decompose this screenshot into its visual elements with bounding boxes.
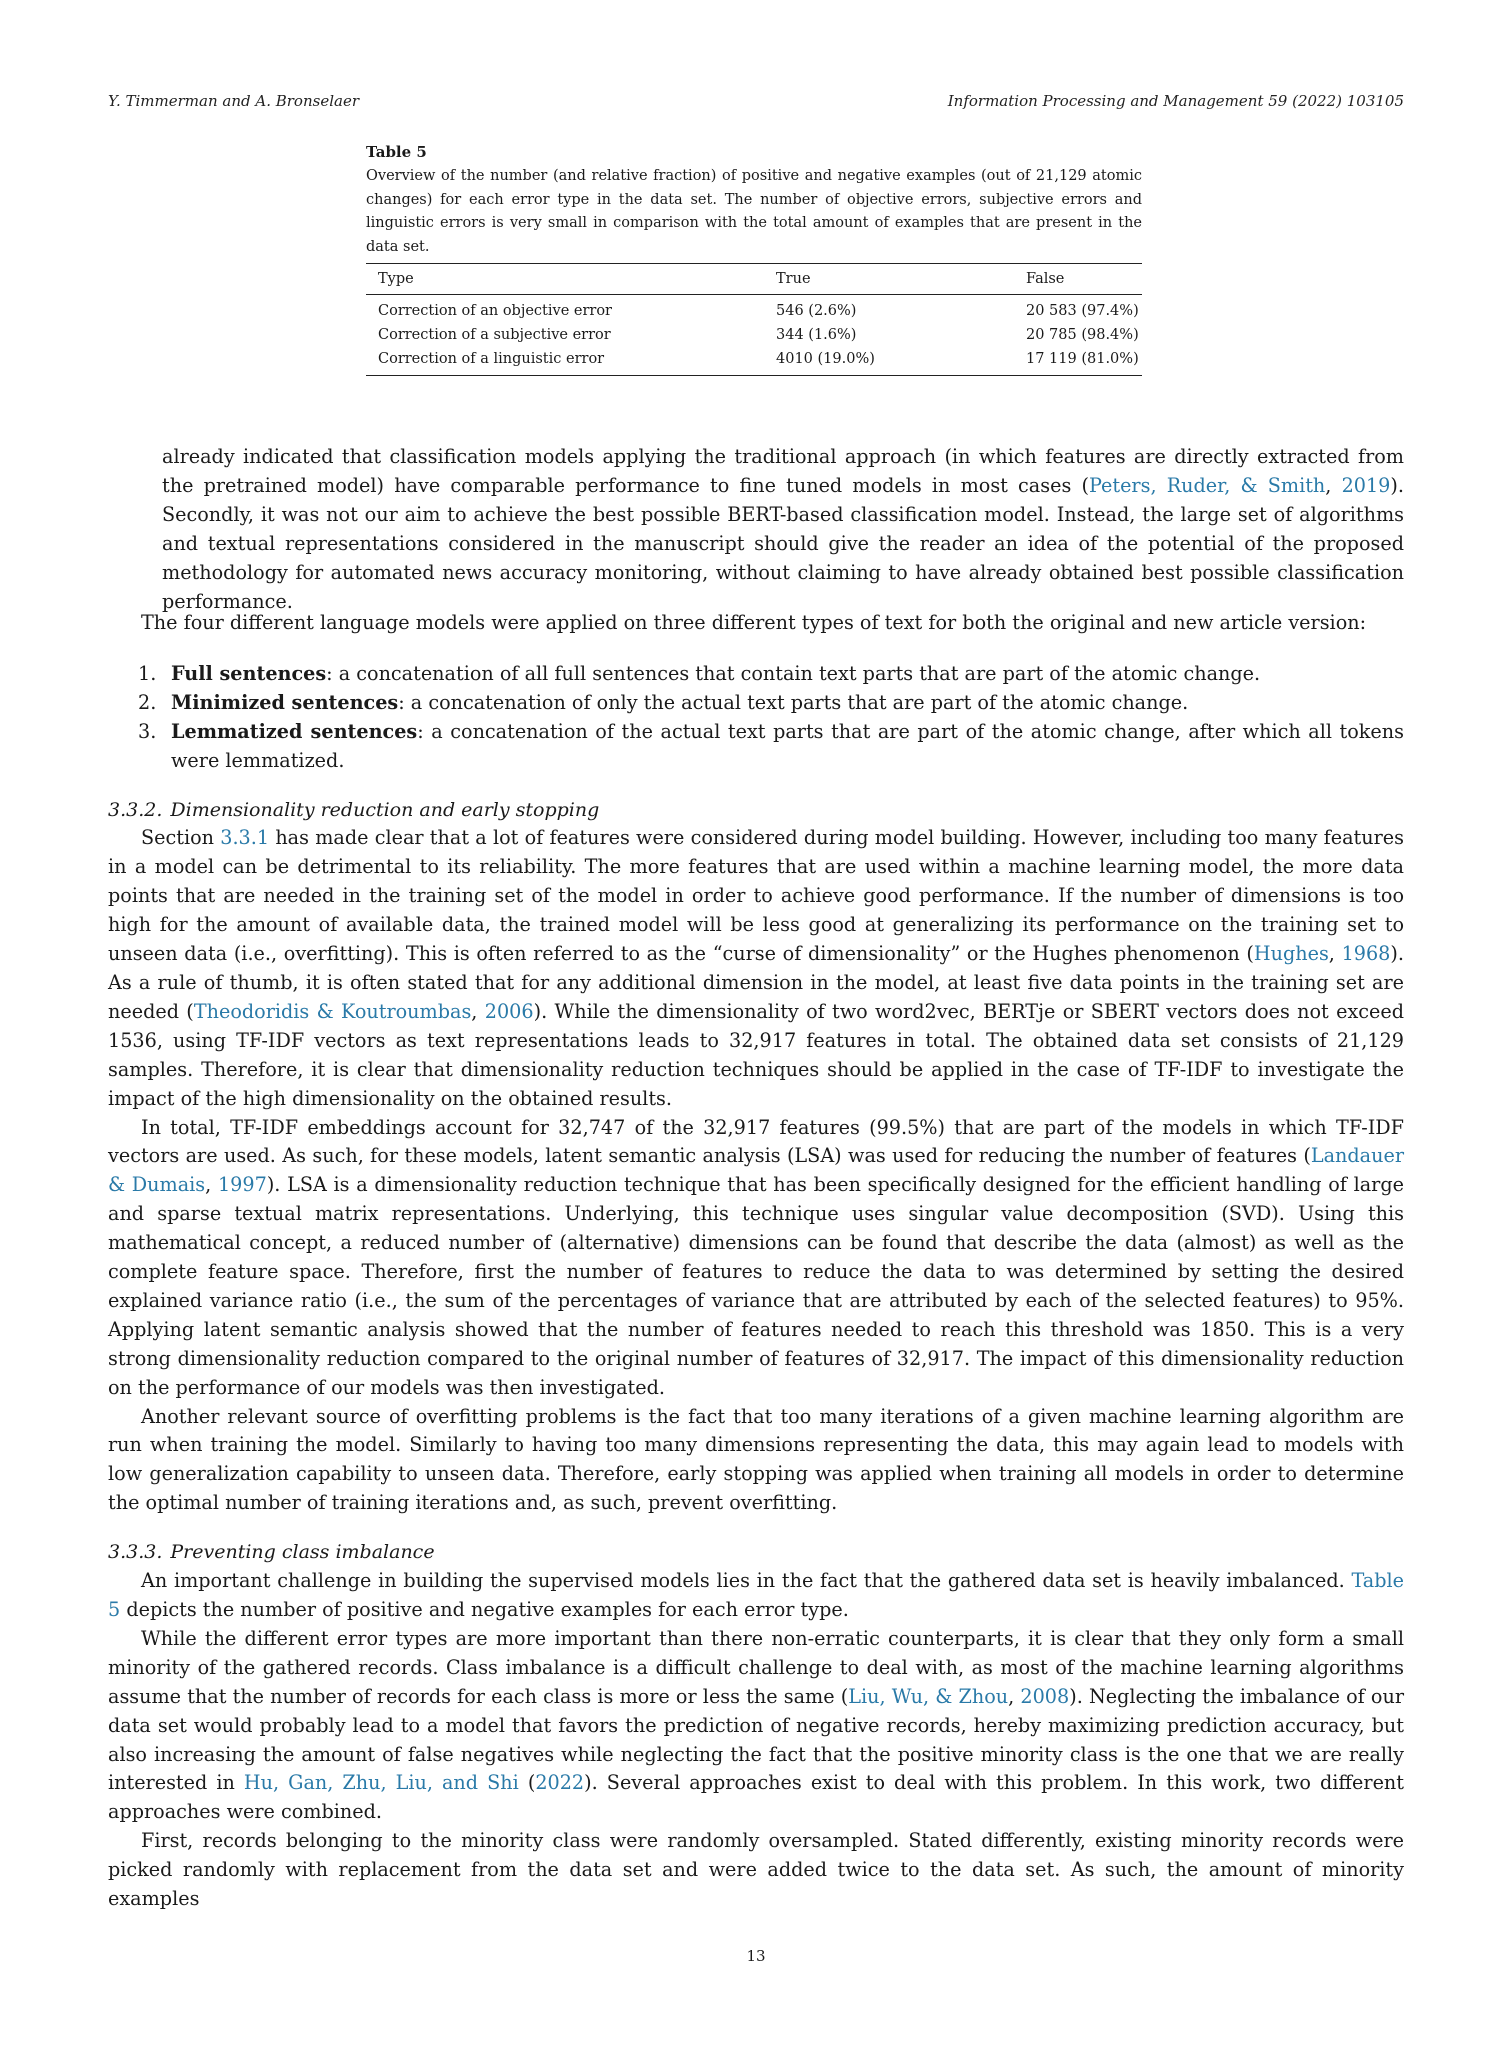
- table-5: [366, 143, 1142, 376]
- paragraph: First, records belonging to the minority class were randomly oversampled. Stated differently, existing minority records were picked randomly with replacement from the data set and were added twice to the data set. As such, the amount of minority examples: [108, 1829, 1404, 1911]
- data-table: [366, 263, 1142, 376]
- citation-link[interactable]: Landauer & Dumais: [108, 1144, 1404, 1197]
- list-item: [138, 689, 1404, 718]
- table-header-row: [366, 264, 1142, 295]
- paragraph: [108, 1567, 1404, 1625]
- paragraph-text: ). Several approaches exist to deal with this problem. In this work, two different approaches were combined.: [108, 1771, 1404, 1824]
- paragraph-text: ). LSA is a dimensionality reduction technique that has been specifically designed for the efficient handling of large and sparse textual matrix representations. Underlying, this technique uses singular value decomposition (SVD). Using this mathematical concept, a reduced number of (alternative) dimensions can be found that describe the data (almost) as well as the complete feature space. Therefore, first the number of features to reduce the data to was determined by setting the desired explained variance ratio (i.e., the sum of the percentages of variance that are attributed by each of the selected features) to 95%. Applying latent semantic analysis showed that the number of features needed to reach this threshold was 1850. This is a very strong dimensionality reduction compared to the original number of features of 32,917. The impact of this dimensionality reduction on the performance of our models was then investigated.: [108, 1173, 1404, 1399]
- list-text: : a concatenation of the actual text parts that are part of the atomic change, after which all tokens were lemmatized.: [171, 719, 1404, 772]
- list-text: : a concatenation of only the actual text parts that are part of the atomic change.: [398, 690, 1189, 714]
- section-number: 3.3.2.: [108, 798, 163, 821]
- paragraph: Another relevant source of overfitting problems is the fact that too many iterations of a given machine learning algorithm are run when training the model. Similarly to having too many dimensions representing the data, this may again lead to models with low generalization capability to unseen data. Therefore, early stopping was applied when training all models in order to determine the optimal number of training iterations and, as such, prevent overfitting.: [108, 1404, 1404, 1515]
- citation-separator: ,: [1328, 942, 1342, 966]
- citation-year-link[interactable]: 2006: [484, 999, 534, 1023]
- table-cell: Correction of an objective error: [378, 303, 612, 319]
- section-heading-3-3-3: [108, 1538, 1404, 1567]
- citation-separator: ,: [471, 999, 485, 1023]
- paragraph-text: ). As a rule of thumb, it is often stated that for any additional dimension in the model, at least five data points in the training set are needed (: [108, 942, 1404, 1023]
- paragraph-text: While the different error types are more important than there non-erratic counterparts, it is clear that they only form a small minority of the gathered records. Class imbalance is a difficult challenge to deal with, as most of the machine learning algorithms assume that the number of records for each class is more or less the same (: [108, 1626, 1404, 1708]
- quote-text: already indicated that classification models applying the traditional approach (in which features are directly extracted from the pretrained model) have comparable performance to fine tuned models in most cases (: [162, 445, 1404, 497]
- list-item: [138, 718, 1404, 776]
- citation-separator: ,: [1325, 473, 1342, 497]
- table-row: [366, 348, 1142, 376]
- table-cell: Correction of a subjective error: [378, 327, 611, 343]
- citation-year-link[interactable]: 1997: [217, 1173, 267, 1197]
- section-ref-link[interactable]: 3.3.1: [220, 826, 270, 850]
- list-marker: 3.: [138, 719, 157, 743]
- text-type-list: [138, 660, 1404, 776]
- header-authors: Y. Timmerman and A. Bronselaer: [108, 92, 359, 110]
- section-heading-3-3-2: [108, 796, 1404, 825]
- table-ref-link[interactable]: Table 5: [108, 1569, 1404, 1621]
- paragraph: [108, 824, 1404, 1113]
- citation-link[interactable]: Peters, Ruder, & Smith: [1088, 473, 1326, 497]
- paragraph-text: ). Neglecting the imbalance of our data set would probably lead to a model that favors the prediction of negative records, hereby maximizing prediction accuracy, but also increasing the amount of false negatives while neglecting the fact that the positive minority class is the one that we are really interested in: [108, 1684, 1404, 1795]
- list-term: Full sentences: [171, 661, 327, 685]
- indented-quote-paragraph: [162, 443, 1404, 616]
- table-cell: Correction of a linguistic error: [378, 351, 605, 367]
- table-caption: Overview of the number (and relative fraction) of positive and negative examples (out of 21,129 atomic changes) for each error type in the data set. The number of objective errors, subjective errors and linguistic errors is very small in comparison with the total amount of examples that are present in the data set.: [366, 168, 1142, 255]
- list-marker: 2.: [138, 690, 157, 714]
- paragraph-text: has made clear that a lot of features were considered during model building. However, including too many features in a model can be detrimental to its reliability. The more features that are used within a machine learning model, the more data points that are needed in the training set of the model in order to achieve good performance. If the number of dimensions is too high for the amount of available data, the trained model will be less good at generalizing its performance on the training set to unseen data (i.e., overfitting). This is often referred to as the “curse of dimensionality” or the Hughes phenomenon (: [108, 826, 1404, 966]
- citation-separator: ,: [205, 1173, 218, 1197]
- paragraph: [108, 1625, 1404, 1827]
- page-number: 13: [746, 1947, 766, 1965]
- table-cell: 546 (2.6%): [776, 303, 857, 319]
- intro-paragraph: The four different language models were applied on three different types of text for both the original and new article version:: [141, 611, 1367, 634]
- column-header-type: Type: [366, 264, 764, 295]
- main-body: [108, 609, 1404, 1914]
- section-title: Preventing class imbalance: [170, 1541, 435, 1564]
- citation-year-link[interactable]: 1968: [1341, 942, 1391, 966]
- quote-text: ). Secondly, it was not our aim to achieve the best possible BERT-based classification model. Instead, the large set of algorithms and textual representations considered in the manuscript should give the reader an idea of the potential of the proposed methodology for automated news accuracy monitoring, without claiming to have already obtained best possible classification performance.: [162, 473, 1404, 613]
- paragraph-text: Section: [141, 826, 221, 850]
- list-item: [138, 660, 1404, 689]
- paragraph: [108, 1114, 1404, 1403]
- table-cell: 20 583 (97.4%): [1026, 303, 1139, 319]
- table-row: [366, 324, 1142, 348]
- citation-link[interactable]: Theodoridis & Koutroumbas: [193, 999, 472, 1023]
- citation-link[interactable]: Liu, Wu, & Zhou: [848, 1684, 1009, 1708]
- section-number: 3.3.3.: [108, 1541, 163, 1564]
- column-header-true: True: [764, 264, 1014, 295]
- paragraph-text: In total, TF-IDF embeddings account for 32,747 of the 32,917 features (99.5%) that are part of the models in which TF-IDF vectors are used. As such, for these models, latent semantic analysis (LSA) was used for reducing the number of features (: [108, 1115, 1404, 1168]
- citation-link[interactable]: Hughes: [1253, 942, 1329, 966]
- paragraph-text: depicts the number of positive and negative examples for each error type.: [120, 1598, 849, 1621]
- list-term: Minimized sentences: [171, 690, 399, 714]
- citation-year-link[interactable]: 2022: [535, 1771, 585, 1795]
- citation-year-link[interactable]: 2008: [1020, 1684, 1070, 1708]
- table-cell: 17 119 (81.0%): [1026, 351, 1139, 367]
- table-row: [366, 295, 1142, 324]
- table-cell: 344 (1.6%): [776, 327, 857, 343]
- citation-separator: (: [518, 1771, 536, 1795]
- table-cell: 4010 (19.0%): [776, 351, 875, 367]
- list-term: Lemmatized sentences: [171, 719, 418, 743]
- citation-separator: ,: [1008, 1684, 1021, 1708]
- list-text: : a concatenation of all full sentences that contain text parts that are part of the atomic change.: [326, 661, 1261, 685]
- paragraph-text: ). While the dimensionality of two word2vec, BERTje or SBERT vectors does not exceed 1536, using TF-IDF vectors as text representations leads to 32,917 features in total. The obtained data set consists of 21,129 samples. Therefore, it is clear that dimensionality reduction techniques should be applied in the case of TF-IDF to investigate the impact of the high dimensionality on the obtained results.: [108, 999, 1405, 1110]
- paragraph-text: An important challenge in building the supervised models lies in the fact that the gathered data set is heavily imbalanced.: [141, 1569, 1352, 1593]
- header-journal: Information Processing and Management 59 (2022) 103105: [947, 92, 1404, 110]
- column-header-false: False: [1014, 264, 1142, 295]
- list-marker: 1.: [138, 661, 157, 685]
- section-title: Dimensionality reduction and early stopping: [170, 798, 600, 821]
- table-cell: 20 785 (98.4%): [1026, 327, 1139, 343]
- citation-link[interactable]: Hu, Gan, Zhu, Liu, and Shi: [243, 1771, 519, 1795]
- table-label: Table 5: [366, 143, 427, 161]
- citation-year-link[interactable]: 2019: [1341, 473, 1391, 497]
